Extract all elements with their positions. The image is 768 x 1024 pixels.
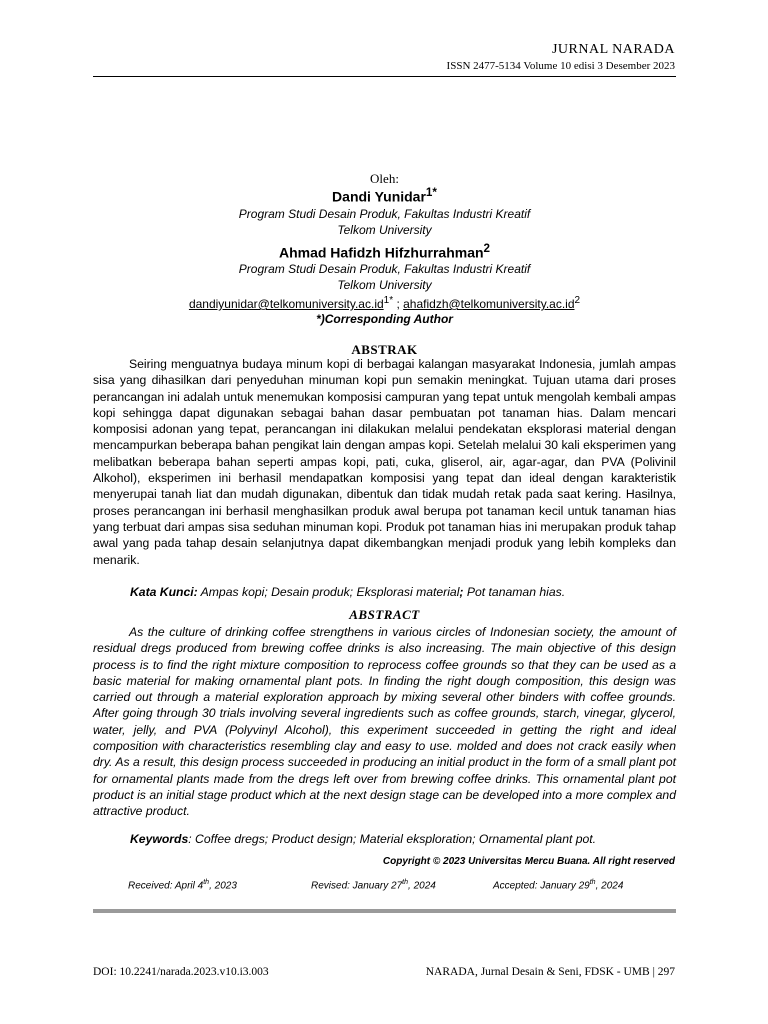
accepted-date-sup: th <box>589 879 596 886</box>
affiliation-1-line2: Telkom University <box>337 223 432 237</box>
affiliation-2-line2: Telkom University <box>337 278 432 292</box>
affiliation-2 <box>93 261 676 293</box>
accepted-date <box>493 879 623 891</box>
page-number: 297 <box>657 966 675 978</box>
author-1-sup: 1* <box>425 186 437 199</box>
abstrak-heading: ABSTRAK <box>351 342 418 357</box>
received-date-sup: th <box>203 879 210 886</box>
affiliation-2-line1: Program Studi Desain Produk, Fakultas Industri Kreatif <box>238 262 531 276</box>
author-emails <box>93 295 676 311</box>
abstract-heading: ABSTRACT <box>349 607 420 622</box>
kata-kunci-text-2: Pot tanaman hias. <box>463 585 566 599</box>
corresponding-author-note: *)Corresponding Author <box>316 312 453 326</box>
keywords <box>130 832 596 846</box>
footer-divider-bar <box>93 909 676 913</box>
received-date <box>128 879 237 891</box>
footer-doi: DOI: 10.2241/narada.2023.v10.i3.003 <box>93 966 269 978</box>
revised-date-year: , 2024 <box>408 880 436 892</box>
revised-date <box>311 879 436 891</box>
footer-separator: | <box>649 966 658 978</box>
journal-name: JURNAL NARADA <box>551 42 675 57</box>
affiliation-1-line1: Program Studi Desain Produk, Fakultas Industri Kreatif <box>238 207 531 221</box>
accepted-date-year: , 2024 <box>595 880 624 892</box>
revised-date-sup: th <box>402 879 409 886</box>
email-2-link[interactable]: ahafidzh@telkomuniversity.ac.id <box>403 297 575 311</box>
author-2 <box>93 242 676 261</box>
kata-kunci-semicolon: ; <box>459 585 464 599</box>
received-date-year: , 2023 <box>209 880 237 892</box>
issn-volume: ISSN 2477-5134 Volume 10 edisi 3 Desember 2023 <box>446 60 675 72</box>
byline-oleh: Oleh: <box>370 171 399 186</box>
email-separator: ; <box>393 297 404 311</box>
author-1-name: Dandi Yunidar <box>332 188 426 205</box>
footer-journal-page <box>426 966 675 978</box>
author-2-sup: 2 <box>483 242 491 255</box>
email-2-sup: 2 <box>574 295 581 306</box>
keywords-text: : Coffee dregs; Product design; Material eksploration; Ornamental plant pot. <box>188 832 597 846</box>
author-1 <box>93 186 676 205</box>
received-date-text: Received: April 4 <box>128 880 204 892</box>
email-1-sup: 1* <box>383 295 394 306</box>
keywords-label: Keywords <box>130 832 189 846</box>
kata-kunci-text: Ampas kopi; Desain produk; Eksplorasi material <box>197 585 460 599</box>
footer-journal: NARADA, Jurnal Desain & Seni, FDSK - UMB <box>425 966 650 978</box>
email-1-link[interactable]: dandiyunidar@telkomuniversity.ac.id <box>188 297 384 311</box>
kata-kunci <box>130 585 565 599</box>
kata-kunci-label: Kata Kunci: <box>130 585 198 599</box>
author-2-name: Ahmad Hafidzh Hifzhurrahman <box>278 244 484 261</box>
copyright-notice: Copyright © 2023 Universitas Mercu Buana. All right reserved <box>382 856 675 867</box>
accepted-date-text: Accepted: January 29 <box>493 880 590 892</box>
affiliation-1 <box>93 206 676 238</box>
revised-date-text: Revised: January 27 <box>311 880 403 892</box>
abstract-body: As the culture of drinking coffee strengthens in various circles of Indonesian society, the amount of residual dregs produced from brewing coffee drinks is also increasing. The main objective of this design process is to find the right mixture composition to reprocess coffee grounds so that they can be used as a basic material for making ornamental plant pots. In finding the right dough composition, this design was carried out through a material exploration approach by mixing several other binders with coffee grounds. After going through 30 trials involving several ingredients such as coffee grounds, starch, vinegar, glycerol, water, jelly, and PVA (Polyvinyl Alcohol), this experiment succeeded in getting the right and ideal composition with characteristics resembling clay and easy to use. molded and does not crack easily when dry. As a result, this design process succeeded in producing an initial product in the form of a small plant pot for ornamental plants made from the dregs left over from brewing coffee drinks. This ornamental plant pot product is an initial stage product which at the next design stage can be developed into a more complex and attractive product. <box>93 625 676 819</box>
header-divider <box>93 76 676 77</box>
abstrak-body: Seiring menguatnya budaya minum kopi di berbagai kalangan masyarakat Indonesia, jumlah ampas sisa yang dihasilkan dari penyeduhan minuman kopi pun semakin meningkat. Tujuan utama dari proses perancangan ini adalah untuk menemukan komposisi campuran yang tepat untuk mengolah kembali ampas kopi sehingga dapat digunakan sebagai bahan dasar pembuatan pot tanaman hias. Dalam mencari komposisi adonan yang tepat, perancangan ini dilakukan melalui pendekatan eksplorasi material dengan mencampurkan beberapa bahan pengikat lain dengan ampas kopi. Setelah melalui 30 kali eksperimen yang melibatkan beberapa bahan seperti ampas kopi, pati, cuka, gliserol, air, agar-agar, dan PVA (Polivinil Alkohol), eksperimen ini berhasil mendapatkan komposisi yang tepat dan ideal dengan karakteristik menyerupai tanah liat dan mudah digunakan, dibentuk dan tidak mudah retak pada saat kering. Hasilnya, proses perancangan ini berhasil menghasilkan produk awal berupa pot tanaman kecil untuk tanaman hias yang terbuat dari ampas sisa seduhan minuman kopi. Produk pot tanaman hias ini merupakan produk tahap awal yang pada tahap desain selanjutnya dapat dikembangkan menjadi produk yang lebih kompleks dan menarik. <box>93 357 676 567</box>
